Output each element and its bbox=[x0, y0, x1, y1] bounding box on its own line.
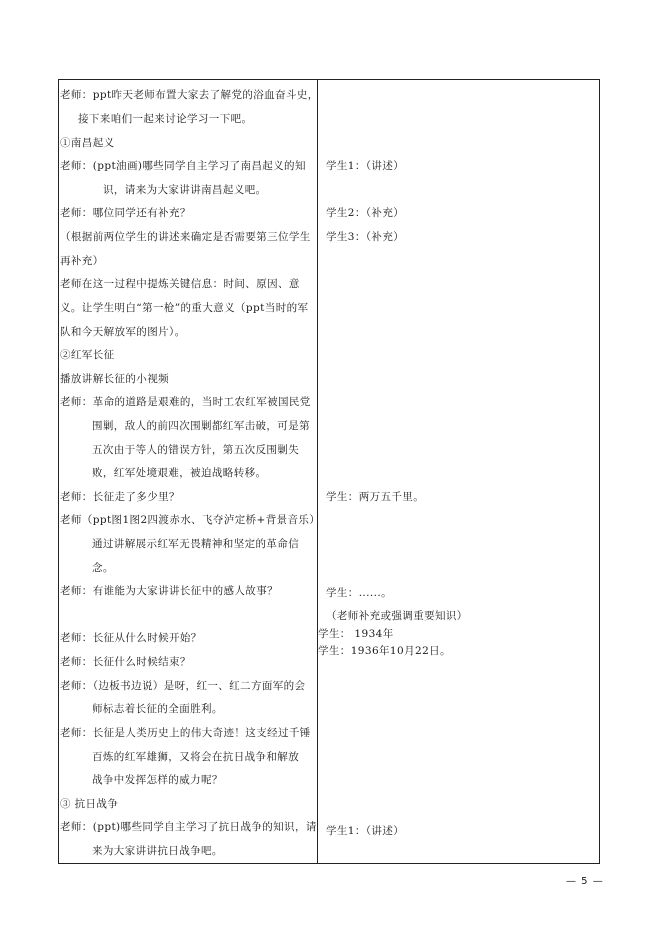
student-line: 学生：两万五千里。 bbox=[326, 491, 425, 503]
student-line: 学生1：（讲述） bbox=[326, 160, 405, 172]
teacher-line: 老师在这一过程中提炼关键信息：时间、原因、意 bbox=[60, 278, 300, 290]
teacher-line: 百炼的红军雄狮，又将会在抗日战争和解放 bbox=[92, 751, 300, 763]
page-number: — 5 — bbox=[566, 876, 604, 887]
teacher-line: 围剿，敌人的前四次围剿都红军击破，可是第 bbox=[92, 420, 310, 432]
student-line: 学生：1936年10月22日。 bbox=[318, 645, 451, 657]
teacher-line: 老师：(ppt)哪些同学自主学习了抗日战争的知识，请 bbox=[60, 821, 317, 833]
teacher-line: 念。 bbox=[92, 562, 114, 574]
teacher-line: 老师：革命的道路是艰难的，当时工农红军被国民党 bbox=[60, 396, 311, 408]
teacher-line: 战争中发挥怎样的威力呢？ bbox=[92, 774, 223, 786]
student-line: 学生1：（讲述） bbox=[326, 825, 405, 837]
student-line: 学生： 1934年 bbox=[318, 628, 394, 640]
teacher-line: 老师：长征走了多少里？ bbox=[60, 491, 180, 503]
teacher-line: 老师：ppt昨天老师布置大家去了解党的浴血奋斗史， bbox=[60, 89, 319, 101]
student-line: 学生3：（补充） bbox=[326, 231, 405, 243]
teacher-line: 五次由于等人的错误方针，第五次反围剿失 bbox=[92, 444, 300, 456]
teacher-line: 老师：（边板书边说）是呀，红一、红二方面军的会 bbox=[60, 680, 306, 692]
teacher-line: 败，红军处境艰难，被迫战略转移。 bbox=[92, 467, 267, 479]
student-line: 学生2：（补充） bbox=[326, 207, 405, 219]
teacher-line: 播放讲解长征的小视频 bbox=[60, 373, 169, 385]
teacher-line: 老师：哪位同学还有补充？ bbox=[60, 207, 191, 219]
teacher-line: 师标志着长征的全面胜利。 bbox=[92, 703, 223, 715]
column-divider bbox=[317, 79, 318, 864]
student-line: 学生：......。 bbox=[326, 587, 393, 599]
teacher-line: 老师：长征从什么时候开始？ bbox=[60, 632, 202, 644]
student-line: （老师补充或强调重要知识） bbox=[326, 610, 468, 622]
teacher-line: 老师：长征是人类历史上的伟大奇迹！这支经过千锤 bbox=[60, 727, 311, 739]
teacher-line: 老师（ppt图1图2四渡赤水、飞夺泸定桥+背景音乐） bbox=[60, 514, 321, 526]
teacher-line: 通过讲解展示红军无畏精神和坚定的革命信 bbox=[92, 538, 300, 550]
teacher-line: 队和今天解放军的图片）。 bbox=[60, 326, 186, 338]
teacher-line: 老师：长征什么时候结束？ bbox=[60, 656, 191, 668]
section-heading: ③ 抗日战争 bbox=[60, 798, 119, 810]
teacher-line: 识，请来为大家讲讲南昌起义吧。 bbox=[103, 184, 267, 196]
teacher-line: 来为大家讲讲抗日战争吧。 bbox=[92, 845, 223, 857]
section-heading: ②红军长征 bbox=[60, 349, 115, 361]
section-heading: ①南昌起义 bbox=[60, 137, 115, 149]
teacher-line: 老师：有谁能为大家讲讲长征中的感人故事？ bbox=[60, 585, 278, 597]
teacher-line: 老师：(ppt油画)哪些同学自主学习了南昌起义的知 bbox=[60, 160, 306, 172]
teacher-line: 再补充） bbox=[60, 255, 104, 267]
teacher-line: 接下来咱们一起来讨论学习一下吧。 bbox=[78, 113, 253, 125]
teacher-line: 义。让学生明白“第一枪”的重大意义（ppt当时的军 bbox=[60, 302, 309, 314]
teacher-line: （根据前两位学生的讲述来确定是否需要第三位学生 bbox=[60, 231, 311, 243]
